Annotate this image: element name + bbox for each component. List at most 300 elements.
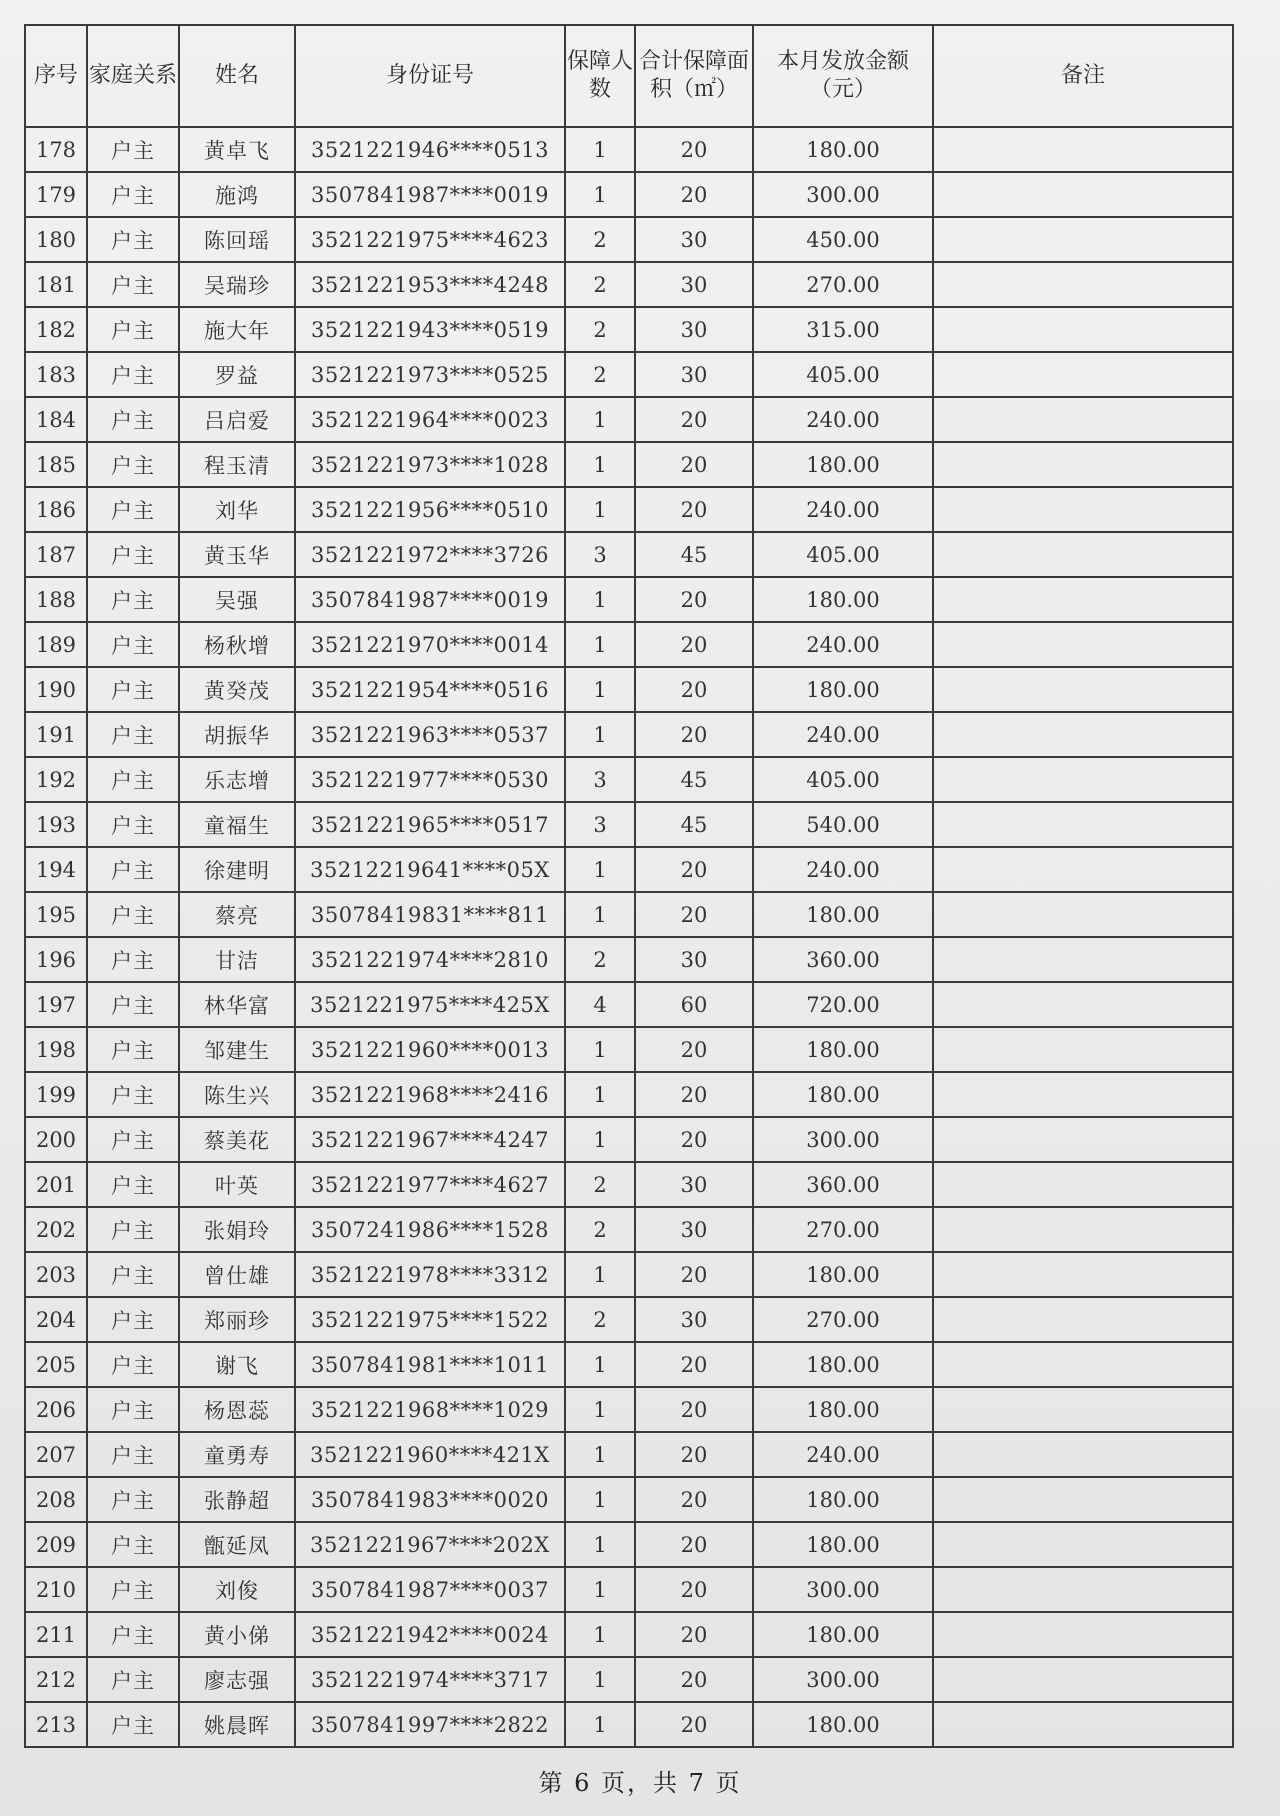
cell-relation: 户主	[87, 802, 179, 847]
cell-relation: 户主	[87, 1027, 179, 1072]
cell-persons: 3	[565, 757, 635, 802]
cell-name: 乐志增	[179, 757, 295, 802]
cell-seq: 184	[25, 397, 87, 442]
cell-area: 30	[635, 1162, 753, 1207]
cell-area: 45	[635, 802, 753, 847]
cell-relation: 户主	[87, 262, 179, 307]
cell-area: 20	[635, 1252, 753, 1297]
cell-area: 20	[635, 577, 753, 622]
cell-amount: 405.00	[753, 352, 933, 397]
cell-persons: 1	[565, 1387, 635, 1432]
cell-amount: 315.00	[753, 307, 933, 352]
cell-seq: 181	[25, 262, 87, 307]
cell-remark	[933, 172, 1233, 217]
cell-seq: 182	[25, 307, 87, 352]
cell-id-number: 3521221968****1029	[295, 1387, 565, 1432]
cell-amount: 270.00	[753, 1207, 933, 1252]
cell-seq: 186	[25, 487, 87, 532]
cell-id-number: 3521221960****0013	[295, 1027, 565, 1072]
cell-name: 黄玉华	[179, 532, 295, 577]
cell-name: 施鸿	[179, 172, 295, 217]
cell-amount: 270.00	[753, 1297, 933, 1342]
cell-name: 蔡亮	[179, 892, 295, 937]
cell-amount: 180.00	[753, 1342, 933, 1387]
cell-relation: 户主	[87, 1207, 179, 1252]
table-row	[25, 1567, 1233, 1612]
cell-area: 20	[635, 622, 753, 667]
cell-seq: 211	[25, 1612, 87, 1657]
cell-seq: 206	[25, 1387, 87, 1432]
cell-remark	[933, 1027, 1233, 1072]
cell-relation: 户主	[87, 352, 179, 397]
cell-persons: 2	[565, 937, 635, 982]
cell-remark	[933, 1207, 1233, 1252]
cell-area: 20	[635, 172, 753, 217]
cell-amount: 450.00	[753, 217, 933, 262]
header-persons: 保障人数	[565, 25, 635, 127]
cell-id-number: 3521221975****425X	[295, 982, 565, 1027]
cell-area: 20	[635, 1027, 753, 1072]
cell-seq: 180	[25, 217, 87, 262]
cell-id-number: 3521221964****0023	[295, 397, 565, 442]
cell-remark	[933, 442, 1233, 487]
table-container	[24, 24, 1232, 1748]
cell-area: 20	[635, 1432, 753, 1477]
cell-id-number: 3507841997****2822	[295, 1702, 565, 1747]
cell-amount: 240.00	[753, 622, 933, 667]
cell-remark	[933, 1522, 1233, 1567]
cell-name: 林华富	[179, 982, 295, 1027]
cell-name: 甘洁	[179, 937, 295, 982]
header-amount: 本月发放金额（元）	[753, 25, 933, 127]
cell-name: 刘华	[179, 487, 295, 532]
cell-persons: 1	[565, 1432, 635, 1477]
table-body	[25, 127, 1233, 1747]
cell-id-number: 3507841987****0019	[295, 577, 565, 622]
cell-amount: 300.00	[753, 1117, 933, 1162]
table-row	[25, 1207, 1233, 1252]
cell-relation: 户主	[87, 577, 179, 622]
cell-relation: 户主	[87, 442, 179, 487]
cell-amount: 240.00	[753, 1432, 933, 1477]
cell-remark	[933, 892, 1233, 937]
cell-seq: 197	[25, 982, 87, 1027]
table-row	[25, 1387, 1233, 1432]
table-row	[25, 1612, 1233, 1657]
table-row	[25, 667, 1233, 712]
table-row	[25, 1522, 1233, 1567]
cell-relation: 户主	[87, 757, 179, 802]
cell-amount: 360.00	[753, 1162, 933, 1207]
cell-persons: 2	[565, 217, 635, 262]
cell-seq: 183	[25, 352, 87, 397]
table-row	[25, 1027, 1233, 1072]
cell-persons: 1	[565, 1612, 635, 1657]
cell-persons: 1	[565, 1027, 635, 1072]
cell-remark	[933, 487, 1233, 532]
table-row	[25, 622, 1233, 667]
cell-id-number: 3521221942****0024	[295, 1612, 565, 1657]
cell-name: 童福生	[179, 802, 295, 847]
cell-area: 20	[635, 847, 753, 892]
cell-id-number: 3521221978****3312	[295, 1252, 565, 1297]
cell-persons: 2	[565, 1297, 635, 1342]
cell-relation: 户主	[87, 1567, 179, 1612]
cell-seq: 185	[25, 442, 87, 487]
cell-name: 郑丽珍	[179, 1297, 295, 1342]
cell-remark	[933, 397, 1233, 442]
table-row	[25, 982, 1233, 1027]
cell-area: 30	[635, 1207, 753, 1252]
cell-seq: 193	[25, 802, 87, 847]
cell-id-number: 3507841981****1011	[295, 1342, 565, 1387]
cell-id-number: 3521221973****1028	[295, 442, 565, 487]
cell-seq: 192	[25, 757, 87, 802]
cell-id-number: 3521221965****0517	[295, 802, 565, 847]
cell-relation: 户主	[87, 1702, 179, 1747]
cell-area: 45	[635, 757, 753, 802]
cell-name: 程玉清	[179, 442, 295, 487]
cell-seq: 188	[25, 577, 87, 622]
cell-remark	[933, 1162, 1233, 1207]
cell-id-number: 3521221977****4627	[295, 1162, 565, 1207]
cell-persons: 1	[565, 1072, 635, 1117]
cell-name: 杨恩蕊	[179, 1387, 295, 1432]
cell-name: 杨秋增	[179, 622, 295, 667]
cell-relation: 户主	[87, 1612, 179, 1657]
cell-relation: 户主	[87, 1072, 179, 1117]
cell-amount: 540.00	[753, 802, 933, 847]
cell-relation: 户主	[87, 1117, 179, 1162]
cell-area: 20	[635, 397, 753, 442]
cell-remark	[933, 1117, 1233, 1162]
cell-remark	[933, 577, 1233, 622]
cell-persons: 2	[565, 307, 635, 352]
cell-amount: 180.00	[753, 127, 933, 172]
cell-amount: 180.00	[753, 1252, 933, 1297]
table-row	[25, 847, 1233, 892]
cell-persons: 3	[565, 532, 635, 577]
cell-area: 20	[635, 1117, 753, 1162]
cell-area: 20	[635, 712, 753, 757]
cell-persons: 1	[565, 712, 635, 757]
table-row	[25, 802, 1233, 847]
header-relation: 家庭关系	[87, 25, 179, 127]
cell-id-number: 3521221967****4247	[295, 1117, 565, 1162]
cell-remark	[933, 262, 1233, 307]
cell-area: 20	[635, 1612, 753, 1657]
cell-amount: 240.00	[753, 847, 933, 892]
cell-name: 徐建明	[179, 847, 295, 892]
cell-area: 30	[635, 262, 753, 307]
cell-area: 20	[635, 487, 753, 532]
cell-name: 黄小俤	[179, 1612, 295, 1657]
cell-id-number: 3521221956****0510	[295, 487, 565, 532]
cell-amount: 180.00	[753, 892, 933, 937]
cell-seq: 209	[25, 1522, 87, 1567]
cell-amount: 180.00	[753, 667, 933, 712]
cell-relation: 户主	[87, 172, 179, 217]
cell-seq: 195	[25, 892, 87, 937]
table-row	[25, 937, 1233, 982]
cell-area: 30	[635, 352, 753, 397]
cell-id-number: 3507841987****0037	[295, 1567, 565, 1612]
cell-area: 20	[635, 1342, 753, 1387]
cell-persons: 1	[565, 577, 635, 622]
cell-amount: 180.00	[753, 1522, 933, 1567]
cell-name: 黄卓飞	[179, 127, 295, 172]
cell-name: 胡振华	[179, 712, 295, 757]
table-row	[25, 1072, 1233, 1117]
cell-id-number: 35212219641****05X	[295, 847, 565, 892]
cell-seq: 212	[25, 1657, 87, 1702]
cell-persons: 4	[565, 982, 635, 1027]
cell-name: 邹建生	[179, 1027, 295, 1072]
cell-area: 20	[635, 1477, 753, 1522]
table-row	[25, 172, 1233, 217]
cell-id-number: 3521221973****0525	[295, 352, 565, 397]
cell-relation: 户主	[87, 712, 179, 757]
table-row	[25, 1117, 1233, 1162]
cell-name: 罗益	[179, 352, 295, 397]
cell-relation: 户主	[87, 307, 179, 352]
table-row	[25, 352, 1233, 397]
cell-relation: 户主	[87, 397, 179, 442]
cell-persons: 1	[565, 1477, 635, 1522]
cell-persons: 1	[565, 1342, 635, 1387]
cell-amount: 300.00	[753, 1657, 933, 1702]
cell-id-number: 3521221953****4248	[295, 262, 565, 307]
cell-area: 30	[635, 1297, 753, 1342]
cell-persons: 1	[565, 442, 635, 487]
cell-name: 张静超	[179, 1477, 295, 1522]
header-seq: 序号	[25, 25, 87, 127]
cell-remark	[933, 1612, 1233, 1657]
table-row	[25, 1432, 1233, 1477]
cell-relation: 户主	[87, 847, 179, 892]
cell-seq: 200	[25, 1117, 87, 1162]
cell-persons: 1	[565, 1657, 635, 1702]
cell-seq: 191	[25, 712, 87, 757]
cell-seq: 205	[25, 1342, 87, 1387]
cell-remark	[933, 217, 1233, 262]
cell-name: 张娟玲	[179, 1207, 295, 1252]
cell-persons: 1	[565, 847, 635, 892]
header-id: 身份证号	[295, 25, 565, 127]
cell-amount: 720.00	[753, 982, 933, 1027]
cell-amount: 405.00	[753, 532, 933, 577]
table-row	[25, 397, 1233, 442]
cell-seq: 213	[25, 1702, 87, 1747]
cell-relation: 户主	[87, 1432, 179, 1477]
cell-seq: 196	[25, 937, 87, 982]
cell-remark	[933, 1432, 1233, 1477]
table-row	[25, 712, 1233, 757]
table-row	[25, 1297, 1233, 1342]
cell-amount: 300.00	[753, 172, 933, 217]
cell-remark	[933, 1072, 1233, 1117]
cell-persons: 1	[565, 667, 635, 712]
cell-remark	[933, 667, 1233, 712]
cell-remark	[933, 1477, 1233, 1522]
cell-id-number: 3521221963****0537	[295, 712, 565, 757]
cell-relation: 户主	[87, 622, 179, 667]
cell-name: 蔡美花	[179, 1117, 295, 1162]
cell-area: 20	[635, 1702, 753, 1747]
cell-area: 30	[635, 937, 753, 982]
table-row	[25, 532, 1233, 577]
cell-name: 陈生兴	[179, 1072, 295, 1117]
cell-area: 60	[635, 982, 753, 1027]
cell-remark	[933, 757, 1233, 802]
cell-area: 20	[635, 1567, 753, 1612]
cell-amount: 180.00	[753, 1612, 933, 1657]
cell-amount: 180.00	[753, 577, 933, 622]
cell-name: 童勇寿	[179, 1432, 295, 1477]
cell-seq: 189	[25, 622, 87, 667]
cell-name: 刘俊	[179, 1567, 295, 1612]
cell-id-number: 3521221977****0530	[295, 757, 565, 802]
cell-relation: 户主	[87, 1387, 179, 1432]
cell-remark	[933, 1567, 1233, 1612]
cell-seq: 210	[25, 1567, 87, 1612]
cell-relation: 户主	[87, 1522, 179, 1567]
cell-name: 吴强	[179, 577, 295, 622]
cell-relation: 户主	[87, 127, 179, 172]
cell-amount: 180.00	[753, 1477, 933, 1522]
cell-relation: 户主	[87, 982, 179, 1027]
cell-relation: 户主	[87, 892, 179, 937]
cell-persons: 1	[565, 1252, 635, 1297]
cell-remark	[933, 1342, 1233, 1387]
cell-relation: 户主	[87, 937, 179, 982]
cell-seq: 179	[25, 172, 87, 217]
cell-remark	[933, 352, 1233, 397]
cell-name: 陈回瑶	[179, 217, 295, 262]
cell-persons: 2	[565, 1207, 635, 1252]
cell-id-number: 3521221974****3717	[295, 1657, 565, 1702]
table-row	[25, 757, 1233, 802]
cell-remark	[933, 712, 1233, 757]
table-row	[25, 577, 1233, 622]
cell-remark	[933, 982, 1233, 1027]
cell-amount: 300.00	[753, 1567, 933, 1612]
cell-area: 30	[635, 217, 753, 262]
cell-name: 叶英	[179, 1162, 295, 1207]
cell-id-number: 3521221972****3726	[295, 532, 565, 577]
cell-seq: 190	[25, 667, 87, 712]
cell-relation: 户主	[87, 1252, 179, 1297]
cell-persons: 2	[565, 1162, 635, 1207]
table-row	[25, 307, 1233, 352]
cell-id-number: 3521221946****0513	[295, 127, 565, 172]
cell-amount: 360.00	[753, 937, 933, 982]
cell-id-number: 3521221975****4623	[295, 217, 565, 262]
cell-persons: 1	[565, 892, 635, 937]
cell-remark	[933, 1657, 1233, 1702]
cell-seq: 207	[25, 1432, 87, 1477]
cell-remark	[933, 1387, 1233, 1432]
cell-name: 吕启爱	[179, 397, 295, 442]
cell-remark	[933, 127, 1233, 172]
cell-remark	[933, 307, 1233, 352]
cell-id-number: 3521221960****421X	[295, 1432, 565, 1477]
cell-persons: 1	[565, 127, 635, 172]
cell-relation: 户主	[87, 1342, 179, 1387]
cell-relation: 户主	[87, 217, 179, 262]
cell-amount: 240.00	[753, 487, 933, 532]
cell-area: 30	[635, 307, 753, 352]
cell-id-number: 3507841987****0019	[295, 172, 565, 217]
cell-area: 20	[635, 667, 753, 712]
cell-persons: 1	[565, 172, 635, 217]
table-row	[25, 1477, 1233, 1522]
cell-persons: 1	[565, 397, 635, 442]
cell-name: 施大年	[179, 307, 295, 352]
header-name: 姓名	[179, 25, 295, 127]
table-row	[25, 127, 1233, 172]
subsidy-table	[24, 24, 1234, 1748]
cell-relation: 户主	[87, 1657, 179, 1702]
cell-name: 吴瑞珍	[179, 262, 295, 307]
cell-seq: 201	[25, 1162, 87, 1207]
cell-persons: 1	[565, 1702, 635, 1747]
cell-amount: 180.00	[753, 1072, 933, 1117]
cell-relation: 户主	[87, 487, 179, 532]
cell-persons: 1	[565, 622, 635, 667]
cell-name: 廖志强	[179, 1657, 295, 1702]
cell-relation: 户主	[87, 1477, 179, 1522]
table-row	[25, 1657, 1233, 1702]
cell-amount: 270.00	[753, 262, 933, 307]
cell-persons: 1	[565, 487, 635, 532]
cell-seq: 202	[25, 1207, 87, 1252]
table-row	[25, 1252, 1233, 1297]
cell-remark	[933, 532, 1233, 577]
cell-amount: 405.00	[753, 757, 933, 802]
table-row	[25, 1162, 1233, 1207]
cell-amount: 240.00	[753, 712, 933, 757]
cell-name: 黄癸茂	[179, 667, 295, 712]
cell-amount: 180.00	[753, 1702, 933, 1747]
cell-amount: 180.00	[753, 442, 933, 487]
cell-area: 20	[635, 1072, 753, 1117]
page-footer: 第 6 页，共 7 页	[538, 1769, 742, 1797]
cell-name: 曾仕雄	[179, 1252, 295, 1297]
cell-remark	[933, 1297, 1233, 1342]
cell-seq: 208	[25, 1477, 87, 1522]
cell-remark	[933, 937, 1233, 982]
cell-id-number: 3521221968****2416	[295, 1072, 565, 1117]
cell-name: 姚晨晖	[179, 1702, 295, 1747]
cell-amount: 180.00	[753, 1387, 933, 1432]
table-row	[25, 442, 1233, 487]
table-row	[25, 1342, 1233, 1387]
cell-id-number: 3521221974****2810	[295, 937, 565, 982]
table-row	[25, 1702, 1233, 1747]
table-row	[25, 892, 1233, 937]
cell-remark	[933, 622, 1233, 667]
table-header	[25, 25, 1233, 127]
cell-id-number: 3521221967****202X	[295, 1522, 565, 1567]
cell-area: 20	[635, 892, 753, 937]
cell-persons: 1	[565, 1117, 635, 1162]
cell-name: 甑延凤	[179, 1522, 295, 1567]
cell-area: 20	[635, 442, 753, 487]
cell-area: 20	[635, 1522, 753, 1567]
header-row	[25, 25, 1233, 127]
cell-remark	[933, 1702, 1233, 1747]
